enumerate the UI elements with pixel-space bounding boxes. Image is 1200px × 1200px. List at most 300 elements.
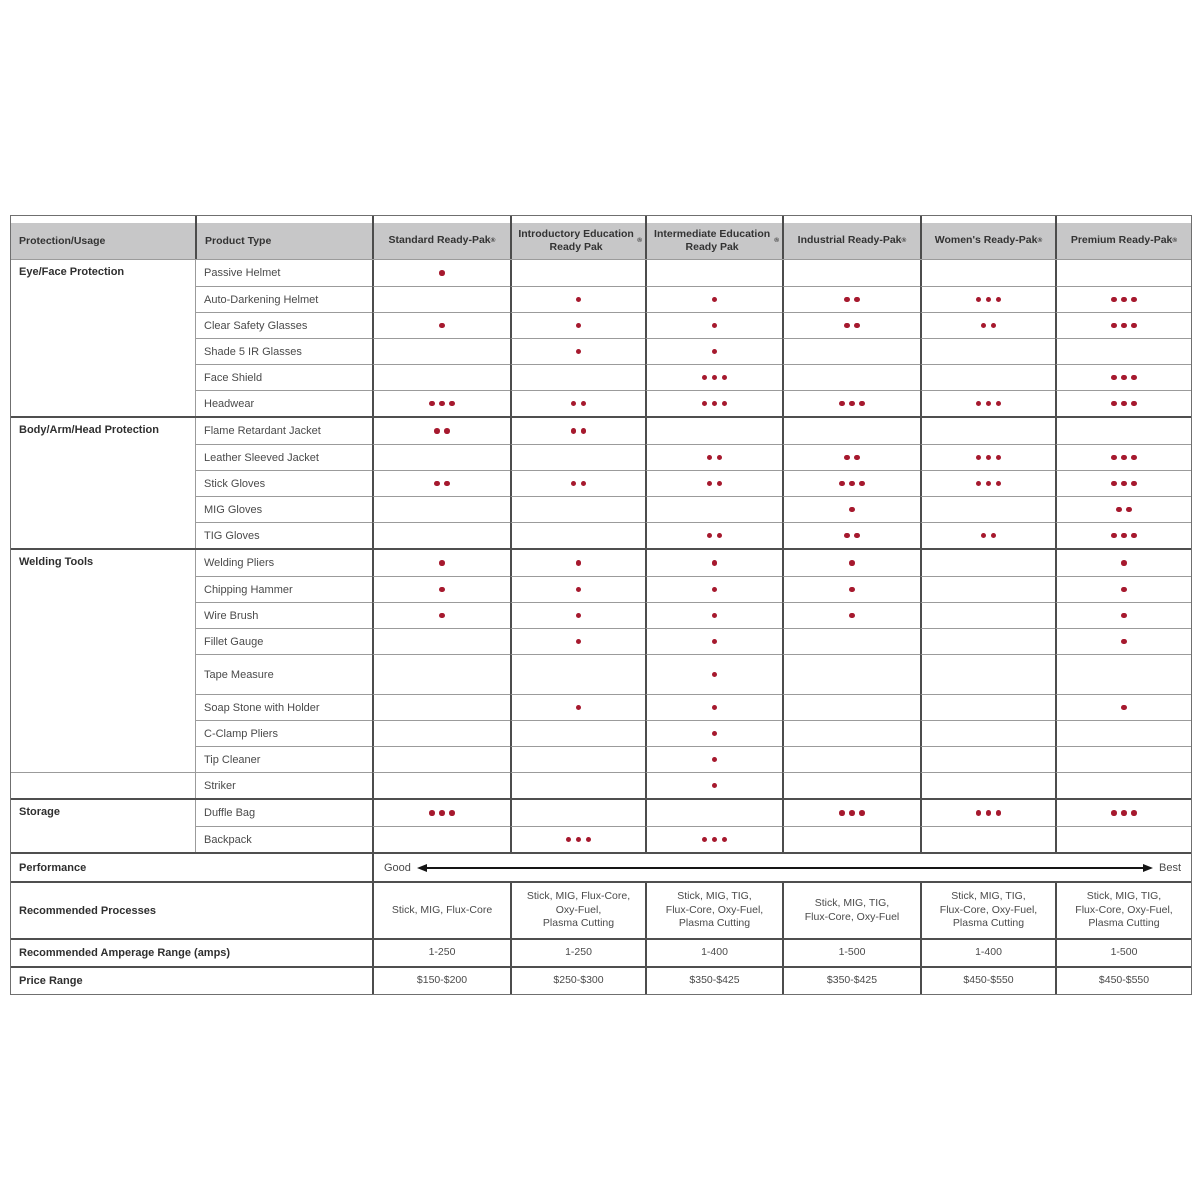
rating-dot xyxy=(581,428,587,434)
rating-dot xyxy=(712,587,718,593)
product-type-cell: Striker xyxy=(195,772,372,798)
rating-dot xyxy=(991,323,997,329)
rating-dot xyxy=(1121,705,1127,711)
rating-dot xyxy=(581,481,587,487)
pack-header-label: Introductory Education Ready Pak xyxy=(518,227,634,253)
product-type-cell: Fillet Gauge xyxy=(195,628,372,654)
availability-cell xyxy=(372,390,510,416)
rating-dot xyxy=(986,401,992,407)
rating-dot xyxy=(1131,375,1137,381)
availability-cell xyxy=(1055,576,1191,602)
value-cell xyxy=(510,883,645,938)
availability-cell xyxy=(1055,746,1191,772)
availability-cell xyxy=(372,720,510,746)
product-type-cell: Shade 5 IR Glasses xyxy=(195,338,372,364)
rating-dot xyxy=(1121,587,1127,593)
rating-dot xyxy=(976,481,982,487)
rating-dot xyxy=(576,297,582,303)
row-price-range xyxy=(11,966,1191,994)
availability-cell xyxy=(372,628,510,654)
rating-dot xyxy=(439,560,445,566)
availability-cell xyxy=(645,654,782,694)
rating-dot xyxy=(1111,401,1117,407)
value-cell xyxy=(920,883,1055,938)
availability-cell xyxy=(510,418,645,444)
availability-cell xyxy=(1055,826,1191,852)
rating-dot xyxy=(1111,297,1117,303)
section-label: Storage xyxy=(19,806,60,818)
rating-dot xyxy=(849,401,855,407)
pack-header-label: Women's Ready-Pak xyxy=(934,234,1038,247)
availability-cell xyxy=(372,418,510,444)
product-type-cell: Soap Stone with Holder xyxy=(195,694,372,720)
pack-header-label: Premium Ready-Pak xyxy=(1070,234,1173,247)
rating-dot xyxy=(1121,639,1127,645)
availability-cell xyxy=(782,628,920,654)
availability-cell xyxy=(510,746,645,772)
product-type-cell: Duffle Bag xyxy=(195,800,372,826)
availability-cell xyxy=(372,312,510,338)
rating-dot xyxy=(1121,613,1127,619)
value-cell xyxy=(645,883,782,938)
availability-cell xyxy=(510,628,645,654)
rating-dot xyxy=(571,401,577,407)
availability-cell xyxy=(1055,602,1191,628)
rating-dot xyxy=(1111,455,1117,461)
availability-cell xyxy=(782,602,920,628)
availability-cell xyxy=(782,654,920,694)
rating-dot xyxy=(981,323,987,329)
availability-cell xyxy=(510,602,645,628)
rating-dot xyxy=(844,455,850,461)
product-type-cell: MIG Gloves xyxy=(195,496,372,522)
availability-cell xyxy=(782,286,920,312)
rating-dot xyxy=(722,401,728,407)
rating-dot xyxy=(712,705,718,711)
rating-dot xyxy=(976,401,982,407)
rating-dot xyxy=(576,323,582,329)
section-body-arm-head-protection xyxy=(11,416,1191,548)
availability-cell xyxy=(510,772,645,798)
rating-dot xyxy=(996,810,1002,816)
rating-dot xyxy=(996,297,1002,303)
rating-dot xyxy=(1121,560,1127,566)
column-header-premium-ready-pak: Premium Ready-Pak ® xyxy=(1055,216,1191,259)
availability-cell xyxy=(510,654,645,694)
value-cell xyxy=(1055,883,1191,938)
availability-cell xyxy=(372,364,510,390)
availability-cell xyxy=(645,550,782,576)
availability-cell xyxy=(1055,720,1191,746)
availability-cell xyxy=(1055,628,1191,654)
availability-cell xyxy=(1055,312,1191,338)
availability-cell xyxy=(1055,418,1191,444)
rating-dot xyxy=(586,837,592,843)
availability-cell xyxy=(782,800,920,826)
rating-dot xyxy=(1131,323,1137,329)
availability-cell xyxy=(645,260,782,286)
rating-dot xyxy=(1121,455,1127,461)
availability-cell xyxy=(920,826,1055,852)
availability-cell xyxy=(510,312,645,338)
availability-cell xyxy=(782,496,920,522)
rating-dot xyxy=(712,349,718,355)
availability-cell xyxy=(1055,800,1191,826)
rating-dot xyxy=(576,560,582,566)
availability-cell xyxy=(920,338,1055,364)
availability-cell xyxy=(510,364,645,390)
rating-dot xyxy=(976,810,982,816)
comparison-table xyxy=(10,215,1192,995)
table-header xyxy=(11,216,1191,260)
performance-label: Performance xyxy=(19,861,87,874)
availability-cell xyxy=(782,720,920,746)
rating-dot xyxy=(849,587,855,593)
availability-cell xyxy=(782,576,920,602)
availability-cell xyxy=(920,444,1055,470)
availability-cell xyxy=(510,286,645,312)
availability-cell xyxy=(782,444,920,470)
rating-dot xyxy=(707,481,713,487)
availability-cell xyxy=(645,470,782,496)
availability-cell xyxy=(645,602,782,628)
rating-dot xyxy=(576,587,582,593)
availability-cell xyxy=(1055,286,1191,312)
rating-dot xyxy=(849,810,855,816)
rating-dot xyxy=(1131,533,1137,539)
product-type-cell: Stick Gloves xyxy=(195,470,372,496)
rating-dot xyxy=(712,297,718,303)
row-label: Recommended Processes xyxy=(19,904,156,917)
product-type-cell: TIG Gloves xyxy=(195,522,372,548)
availability-cell xyxy=(782,470,920,496)
availability-cell xyxy=(1055,390,1191,416)
availability-cell xyxy=(645,286,782,312)
availability-cell xyxy=(645,772,782,798)
product-type-cell: Chipping Hammer xyxy=(195,576,372,602)
value-cell: $150-$200 xyxy=(372,968,510,994)
availability-cell xyxy=(372,746,510,772)
availability-cell xyxy=(920,470,1055,496)
product-type-cell: Clear Safety Glasses xyxy=(195,312,372,338)
availability-cell xyxy=(372,260,510,286)
rating-dot xyxy=(707,533,713,539)
rating-dot xyxy=(449,810,455,816)
rating-dot xyxy=(1111,481,1117,487)
availability-cell xyxy=(645,338,782,364)
section-label: Welding Tools xyxy=(19,556,94,568)
rating-dot xyxy=(1121,323,1127,329)
availability-cell xyxy=(510,522,645,548)
availability-cell xyxy=(372,338,510,364)
rating-dot xyxy=(1121,481,1127,487)
value-cell: 1-400 xyxy=(645,940,782,966)
availability-cell xyxy=(920,286,1055,312)
availability-cell xyxy=(782,364,920,390)
value-lines: Stick, MIG, Flux-Core xyxy=(391,903,493,916)
rating-dot xyxy=(444,428,450,434)
availability-cell xyxy=(645,418,782,444)
pack-header-label: Industrial Ready-Pak xyxy=(797,234,902,247)
availability-cell xyxy=(645,576,782,602)
product-type-cell: Passive Helmet xyxy=(195,260,372,286)
pack-header-label: Standard Ready-Pak xyxy=(388,234,491,247)
availability-cell xyxy=(510,470,645,496)
column-header-industrial-ready-pak: Industrial Ready-Pak ® xyxy=(782,216,920,259)
rating-dot xyxy=(712,613,718,619)
section-eye-face-protection xyxy=(11,260,1191,416)
rating-dot xyxy=(976,297,982,303)
availability-cell xyxy=(782,418,920,444)
column-header-women-s-ready-pak: Women's Ready-Pak ® xyxy=(920,216,1055,259)
availability-cell xyxy=(372,444,510,470)
value-lines: Stick, MIG, TIG, Flux-Core, Oxy-Fuel, Plasma Cutting xyxy=(939,890,1038,930)
rating-dot xyxy=(1126,507,1132,513)
availability-cell xyxy=(782,746,920,772)
availability-cell xyxy=(1055,470,1191,496)
availability-cell xyxy=(782,260,920,286)
rating-dot xyxy=(854,533,860,539)
rating-dot xyxy=(854,323,860,329)
row-label: Recommended Amperage Range (amps) xyxy=(19,947,231,959)
availability-cell xyxy=(1055,364,1191,390)
availability-cell xyxy=(920,260,1055,286)
availability-cell xyxy=(920,772,1055,798)
value-cell: 1-500 xyxy=(782,940,920,966)
value-cell: $350-$425 xyxy=(645,968,782,994)
availability-cell xyxy=(782,338,920,364)
rating-dot xyxy=(996,455,1002,461)
rating-dot xyxy=(986,481,992,487)
availability-cell xyxy=(920,746,1055,772)
value-cell: $450-$550 xyxy=(1055,968,1191,994)
availability-cell xyxy=(920,576,1055,602)
availability-cell xyxy=(510,260,645,286)
rating-dot xyxy=(439,401,445,407)
rating-dot xyxy=(849,507,855,513)
availability-cell xyxy=(1055,550,1191,576)
section-storage xyxy=(11,798,1191,852)
rating-dot xyxy=(849,613,855,619)
availability-cell xyxy=(920,312,1055,338)
rating-dot xyxy=(707,455,713,461)
rating-dot xyxy=(976,455,982,461)
availability-cell xyxy=(645,628,782,654)
rating-dot xyxy=(712,375,718,381)
rating-dot xyxy=(712,401,718,407)
availability-cell xyxy=(645,746,782,772)
rating-dot xyxy=(439,323,445,329)
rating-dot xyxy=(991,533,997,539)
availability-cell xyxy=(920,550,1055,576)
rating-dot xyxy=(854,297,860,303)
rating-dot xyxy=(986,297,992,303)
availability-cell xyxy=(372,522,510,548)
rating-dot xyxy=(996,401,1002,407)
availability-cell xyxy=(920,496,1055,522)
availability-cell xyxy=(1055,522,1191,548)
rating-dot xyxy=(712,783,718,789)
rating-dot xyxy=(1131,297,1137,303)
availability-cell xyxy=(1055,654,1191,694)
section-label: Eye/Face Protection xyxy=(19,266,125,278)
rating-dot xyxy=(859,401,865,407)
availability-cell xyxy=(782,826,920,852)
availability-cell xyxy=(372,826,510,852)
product-type-cell: Face Shield xyxy=(195,364,372,390)
rating-dot xyxy=(566,837,572,843)
product-type-cell: Tip Cleaner xyxy=(195,746,372,772)
availability-cell xyxy=(920,418,1055,444)
rating-dot xyxy=(839,481,845,487)
product-type-cell: Welding Pliers xyxy=(195,550,372,576)
rating-dot xyxy=(1116,507,1122,513)
rating-dot xyxy=(702,401,708,407)
availability-cell xyxy=(510,800,645,826)
availability-cell xyxy=(645,496,782,522)
availability-cell xyxy=(372,470,510,496)
product-type-cell: Wire Brush xyxy=(195,602,372,628)
availability-cell xyxy=(782,550,920,576)
availability-cell xyxy=(510,390,645,416)
rating-dot xyxy=(1131,401,1137,407)
section-welding-tools xyxy=(11,548,1191,798)
rating-dot xyxy=(576,837,582,843)
availability-cell xyxy=(645,390,782,416)
availability-cell xyxy=(645,720,782,746)
availability-cell xyxy=(920,522,1055,548)
value-cell xyxy=(372,883,510,938)
rating-dot xyxy=(1121,810,1127,816)
section-label-filler xyxy=(11,772,195,798)
rating-dot xyxy=(439,587,445,593)
availability-cell xyxy=(645,444,782,470)
rating-dot xyxy=(712,323,718,329)
rating-dot xyxy=(1131,481,1137,487)
rating-dot xyxy=(839,810,845,816)
availability-cell xyxy=(782,772,920,798)
availability-cell xyxy=(920,602,1055,628)
rating-dot xyxy=(839,401,845,407)
column-header-protection-usage: Protection/Usage xyxy=(11,216,195,259)
rating-dot xyxy=(581,401,587,407)
availability-cell xyxy=(782,694,920,720)
availability-cell xyxy=(645,800,782,826)
rating-dot xyxy=(844,297,850,303)
rating-dot xyxy=(1111,810,1117,816)
rating-dot xyxy=(429,810,435,816)
rating-dot xyxy=(986,810,992,816)
availability-cell xyxy=(510,720,645,746)
value-lines: Stick, MIG, TIG, Flux-Core, Oxy-Fuel, Plasma Cutting xyxy=(1075,890,1173,930)
product-type-cell: C-Clamp Pliers xyxy=(195,720,372,746)
rating-dot xyxy=(712,757,718,763)
row-recommended-amperage-range-amps xyxy=(11,938,1191,966)
rating-dot xyxy=(1111,375,1117,381)
rating-dot xyxy=(576,639,582,645)
availability-cell xyxy=(920,390,1055,416)
availability-cell xyxy=(510,496,645,522)
availability-cell xyxy=(372,694,510,720)
rating-dot xyxy=(717,481,723,487)
availability-cell xyxy=(920,694,1055,720)
performance-arrow xyxy=(427,867,1143,869)
rating-dot xyxy=(712,672,718,678)
availability-cell xyxy=(645,312,782,338)
availability-cell xyxy=(1055,694,1191,720)
column-header-introductory-education-ready-pak: Introductory Education Ready Pak ® xyxy=(510,216,645,259)
rating-dot xyxy=(717,455,723,461)
availability-cell xyxy=(510,576,645,602)
rating-dot xyxy=(576,349,582,355)
product-type-cell: Headwear xyxy=(195,390,372,416)
rating-dot xyxy=(444,481,450,487)
value-cell: $350-$425 xyxy=(782,968,920,994)
rating-dot xyxy=(996,481,1002,487)
rating-dot xyxy=(986,455,992,461)
rating-dot xyxy=(439,270,445,276)
product-type-cell: Tape Measure xyxy=(195,654,372,694)
value-cell: $250-$300 xyxy=(510,968,645,994)
rating-dot xyxy=(712,639,718,645)
rating-dot xyxy=(449,401,455,407)
availability-cell xyxy=(920,800,1055,826)
product-type-cell: Leather Sleeved Jacket xyxy=(195,444,372,470)
rating-dot xyxy=(849,481,855,487)
availability-cell xyxy=(372,602,510,628)
availability-cell xyxy=(372,654,510,694)
availability-cell xyxy=(782,522,920,548)
availability-cell xyxy=(510,694,645,720)
availability-cell xyxy=(372,550,510,576)
rating-dot xyxy=(1131,810,1137,816)
performance-scale xyxy=(372,854,1191,881)
rating-dot xyxy=(1121,297,1127,303)
column-header-product-type: Product Type xyxy=(195,216,372,259)
value-cell xyxy=(782,883,920,938)
availability-cell xyxy=(510,550,645,576)
performance-scale-good: Good xyxy=(384,861,411,874)
column-header-intermediate-education-ready-pak: Intermediate Education Ready Pak ® xyxy=(645,216,782,259)
rating-dot xyxy=(1121,533,1127,539)
rating-dot xyxy=(429,401,435,407)
availability-cell xyxy=(372,576,510,602)
rating-dot xyxy=(859,810,865,816)
row-recommended-processes xyxy=(11,881,1191,938)
rating-dot xyxy=(722,375,728,381)
value-cell: 1-250 xyxy=(372,940,510,966)
value-cell: $450-$550 xyxy=(920,968,1055,994)
rating-dot xyxy=(434,428,440,434)
availability-cell xyxy=(645,826,782,852)
column-header-standard-ready-pak: Standard Ready-Pak ® xyxy=(372,216,510,259)
rating-dot xyxy=(849,560,855,566)
rating-dot xyxy=(712,560,718,566)
value-cell: 1-250 xyxy=(510,940,645,966)
availability-cell xyxy=(645,364,782,390)
availability-cell xyxy=(1055,496,1191,522)
rating-dot xyxy=(702,837,708,843)
availability-cell xyxy=(782,312,920,338)
availability-cell xyxy=(920,628,1055,654)
performance-row xyxy=(11,852,1191,881)
availability-cell xyxy=(1055,444,1191,470)
product-type-cell: Flame Retardant Jacket xyxy=(195,418,372,444)
rating-dot xyxy=(439,810,445,816)
pack-header-label: Intermediate Education Ready Pak xyxy=(654,227,771,253)
availability-cell xyxy=(372,772,510,798)
rating-dot xyxy=(717,533,723,539)
